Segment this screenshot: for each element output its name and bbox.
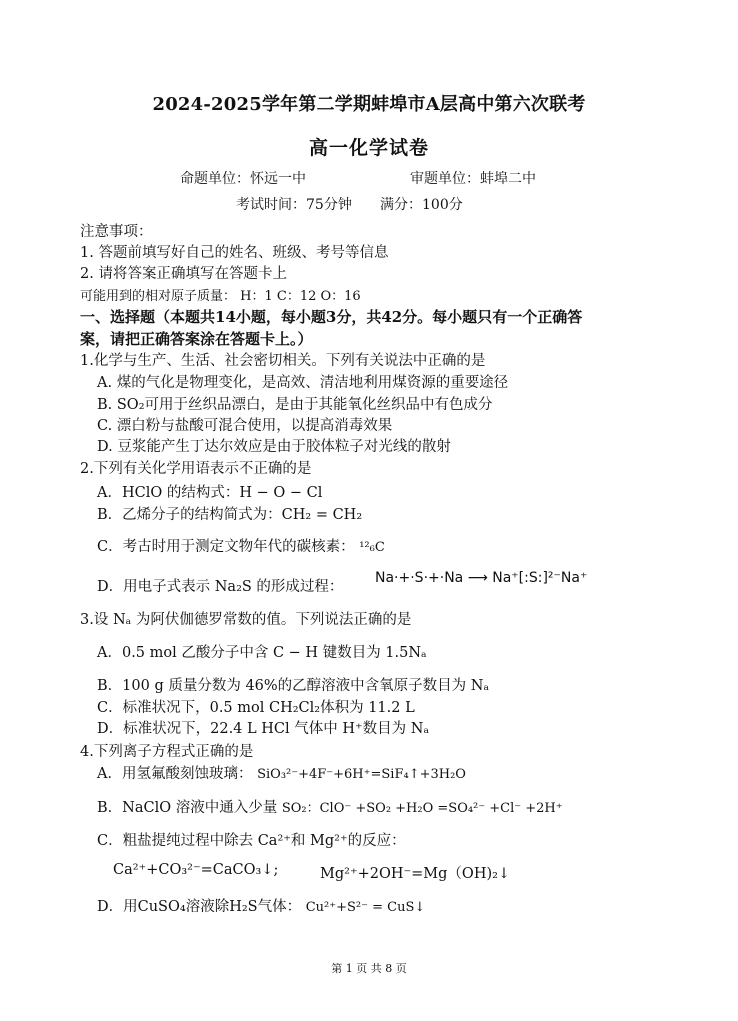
q3-option-d: D．标准状况下，22.4 L HCl 气体中 H⁺数目为 Nₐ [97,721,430,737]
notice-heading: 注意事项： [80,224,153,240]
q2-option-d: D．用电子式表示 Na₂S 的形成过程： [97,579,344,595]
q2-option-c-text: C．考古时用于测定文物年代的碳核素： [97,539,355,555]
exam-subtitle: 高一化学试卷 [308,137,429,159]
q4-option-c-eq2: Mg²⁺+2OH⁻=Mg（OH)₂↓ [320,866,511,882]
q2-option-c-formula: ¹²₆C [359,540,385,555]
q2-option-c [97,535,385,556]
section-1-heading-line2: 案，请把正确答案涂在答题卡上。） [80,330,313,348]
q4-option-a [97,762,466,783]
notice-item-2: 2. 请将答案正确填写在答题卡上 [80,266,287,282]
q2-option-a: A．HClO 的结构式：H − O − Cl [97,485,323,501]
q4-stem: 4.下列离子方程式正确的是 [80,744,254,760]
q4-option-d-text: D．用CuSO₄溶液除H₂S气体： [97,899,302,915]
q3-option-c: C．标准状况下，0.5 mol CH₂Cl₂体积为 11.2 L [97,700,415,716]
page-footer: 第 1 页 共 8 页 [331,962,407,975]
review-unit: 审题单位：蚌埠二中 [410,171,536,187]
q1-option-c: C. 漂白粉与盐酸可混合使用，以提高消毒效果 [97,418,393,434]
q4-option-b-formula: SO₂：ClO⁻ +SO₂ +H₂O =SO₄²⁻ +Cl⁻ +2H⁺ [281,801,563,816]
q4-option-d [97,895,425,916]
q4-option-c: C．粗盐提纯过程中除去 Ca²⁺和 Mg²⁺的反应： [97,833,406,849]
q1-option-a: A. 煤的气化是物理变化，是高效、清洁地利用煤资源的重要途径 [97,375,509,391]
section-1-heading-line1: 一、选择题（本题共14小题，每小题3分，共42分。每小题只有一个正确答 [80,308,583,326]
exam-title: 2024-2025学年第二学期蚌埠市A层高中第六次联考 [152,94,586,115]
q3-option-b: B．100 g 质量分数为 46%的乙醇溶液中含氧原子数目为 Nₐ [97,678,490,694]
q1-option-d: D. 豆浆能产生丁达尔效应是由于胶体粒子对光线的散射 [97,439,451,455]
q2-option-d-formula: Na·+·S·+·Na ⟶ Na⁺[:S:]²⁻Na⁺ [375,570,588,586]
atomic-mass-note: 可能用到的相对原子质量： H：1 C：12 O：16 [80,289,361,304]
q3-stem: 3.设 Nₐ 为阿伏伽德罗常数的值。下列说法正确的是 [80,612,412,628]
q4-option-b [97,796,563,817]
q4-option-a-formula: SiO₃²⁻+4F⁻+6H⁺=SiF₄↑+3H₂O [257,767,466,782]
q4-option-b-text: B．NaClO 溶液中通入少量 [97,800,278,816]
notice-item-1: 1. 答题前填写好自己的姓名、班级、考号等信息 [80,245,389,261]
q4-option-c-eq1: Ca²⁺+CO₃²⁻=CaCO₃↓; [113,862,279,878]
q1-option-b: B. SO₂可用于丝织品漂白，是由于其能氧化丝织品中有色成分 [97,397,493,413]
q2-stem: 2.下列有关化学用语表示不正确的是 [80,461,312,477]
q2-option-b: B．乙烯分子的结构简式为：CH₂ = CH₂ [97,507,363,523]
full-score: 满分：100分 [380,197,463,213]
q4-option-a-text: A．用氢氟酸刻蚀玻璃： [97,766,253,782]
q3-option-a: A．0.5 mol 乙酸分子中含 C − H 键数目为 1.5Nₐ [97,645,427,661]
q4-option-d-formula: Cu²⁺+S²⁻ = CuS↓ [305,900,426,915]
q1-stem: 1.化学与生产、生活、社会密切相关。下列有关说法中正确的是 [80,353,486,369]
exam-time: 考试时间：75分钟 [236,197,352,213]
author-unit: 命题单位：怀远一中 [180,171,306,187]
